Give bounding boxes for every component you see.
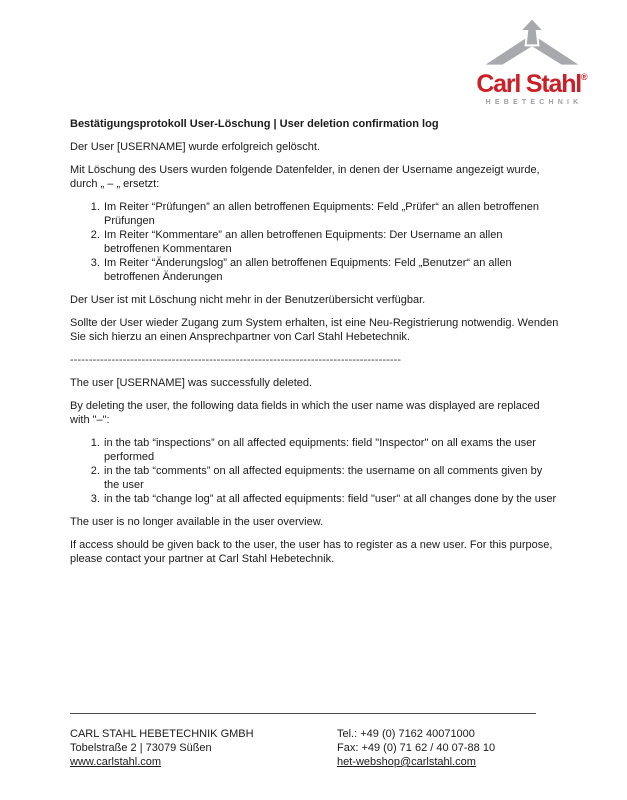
footer-company-address: Tobelstraße 2 | 73079 Süßen [70, 742, 212, 754]
footer-contact-block [337, 727, 557, 769]
logo-brand-name: Carl Stahl [476, 70, 582, 98]
document-body [70, 117, 560, 575]
footer-divider [70, 713, 536, 714]
footer-company-name: CARL STAHL HEBETECHNIK GMBH [70, 728, 254, 740]
carl-stahl-logo [467, 18, 597, 107]
english-list-item-1: 1. in the tab “inspections” on all affected equipments: field "Inspector" on all exams the user performed [103, 436, 560, 464]
document-title: Bestätigungsprotokoll User-Löschung | User deletion confirmation log [70, 118, 439, 130]
document-footer [70, 713, 557, 769]
footer-fax: Fax: +49 (0) 71 62 / 40 07-88 10 [337, 742, 496, 754]
language-separator-line: ---------------------------------------------------------------------------------------- [70, 354, 402, 366]
footer-email-link[interactable]: het-webshop@carlstahl.com [337, 756, 476, 768]
german-list [70, 200, 560, 284]
footer-phone: Tel.: +49 (0) 7162 40071000 [337, 728, 475, 740]
german-list-item-3: 3. Im Reiter “Änderungslog” an allen betroffenen Equipments: Feld „Benutzer“ an allen betroffenen Änderungen [103, 256, 560, 284]
english-list [70, 436, 560, 506]
logo-brand-text [467, 65, 597, 96]
english-paragraph-reregister: If access should be given back to the user, the user has to register as a new user. For this purpose, please contact your partner at Carl Stahl Hebetechnik. [70, 539, 553, 565]
registered-trademark-icon: ® [581, 72, 588, 82]
german-paragraph-deleted: Der User [USERNAME] wurde erfolgreich gelöscht. [70, 141, 321, 153]
german-list-item-1: 1. Im Reiter “Prüfungen” an allen betroffenen Equipments: Feld „Prüfer“ an allen betroffenen Prüfungen [103, 200, 560, 228]
german-paragraph-overview: Der User ist mit Löschung nicht mehr in der Benutzerübersicht verfügbar. [70, 294, 426, 306]
german-list-item-2: 2. Im Reiter “Kommentare” an allen betroffenen Equipments: Der Username an allen betroffenen Kommentaren [103, 228, 560, 256]
english-list-item-2: 2. in the tab “comments” on all affected equipments: the username on all comments given by the user [103, 464, 560, 492]
logo-subbrand-text: HEBETECHNIK [485, 99, 583, 106]
english-list-item-3: 3. in the tab “change log” at all affected equipments: field "user" at all changes done by the user [103, 492, 560, 506]
logo-roof-arrow-icon [484, 18, 580, 68]
english-paragraph-fields-intro: By deleting the user, the following data fields in which the user name was displayed are replaced with "–": [70, 400, 540, 426]
english-paragraph-overview: The user is no longer available in the user overview. [70, 516, 324, 528]
english-paragraph-deleted: The user [USERNAME] was successfully deleted. [70, 377, 313, 389]
german-paragraph-fields-intro: Mit Löschung des Users wurden folgende Datenfelder, in denen der Username angezeigt wurde, durch „ – „ ersetzt: [70, 164, 540, 190]
footer-website-link[interactable]: www.carlstahl.com [70, 756, 162, 768]
footer-company-block [70, 727, 337, 769]
german-paragraph-reregister: Sollte der User wieder Zugang zum System erhalten, ist eine Neu-Registrierung notwendig. Wenden Sie sich hierzu an einen Ansprechpartner von Carl Stahl Hebetechnik. [70, 317, 559, 343]
